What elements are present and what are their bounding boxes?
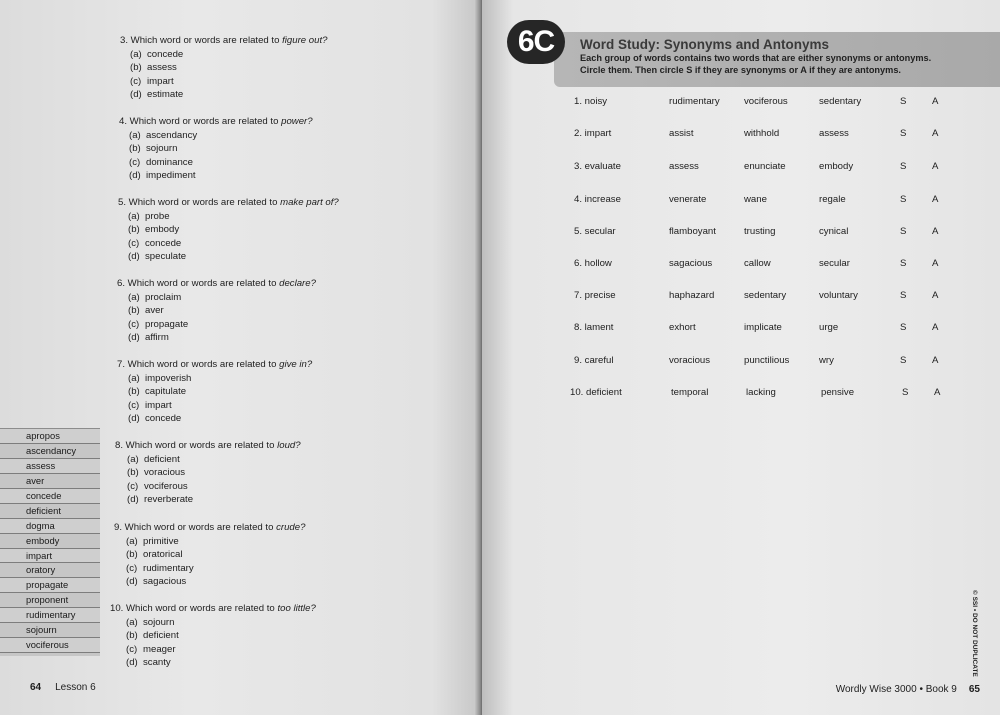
option: (a) impoverish (128, 372, 192, 384)
question-stem: 5. Which word or words are related to make part of? (118, 197, 339, 208)
question-5 (118, 196, 339, 264)
antonym-choice[interactable]: A (934, 387, 941, 398)
synonym-choice[interactable]: S (900, 290, 907, 301)
antonym-choice[interactable]: A (932, 258, 939, 269)
option: (a) primitive (126, 535, 179, 547)
option: (c) propagate (128, 318, 189, 330)
word-list-item: proponent (0, 593, 100, 608)
word-list-item: concede (0, 489, 100, 504)
option: (d) estimate (130, 89, 184, 101)
question-3 (120, 34, 327, 102)
option: (b) embody (128, 224, 180, 236)
question-stem: 10. Which word or words are related to too little? (110, 603, 316, 614)
option: (d) reverberate (127, 494, 194, 506)
option: (a) proclaim (128, 291, 182, 303)
antonym-choice[interactable]: A (932, 161, 939, 172)
option: (c) dominance (129, 156, 193, 168)
question-stem: 8. Which word or words are related to loud? (115, 440, 301, 451)
option: (a) probe (128, 210, 170, 222)
left-page (0, 0, 480, 715)
question-9 (114, 521, 305, 589)
question-stem: 3. Which word or words are related to figure out? (120, 35, 328, 46)
antonym-choice[interactable]: A (932, 96, 939, 107)
option: (d) concede (128, 413, 182, 425)
option: (c) vociferous (127, 480, 188, 492)
question-4 (119, 115, 313, 183)
option: (b) oratorical (126, 549, 183, 561)
antonym-choice[interactable]: A (932, 290, 939, 301)
synonym-choice[interactable]: S (900, 258, 907, 269)
word-list-item: dogma (0, 519, 100, 534)
option: (b) sojourn (129, 143, 178, 155)
option: (c) meager (126, 643, 176, 655)
word-list-item: deficient (0, 504, 100, 519)
option: (d) sagacious (126, 576, 187, 588)
word-list-item: aver (0, 474, 100, 489)
section-title: Word Study: Synonyms and Antonyms (580, 37, 830, 52)
section-badge: 6C (507, 20, 565, 64)
synonym-choice[interactable]: S (902, 387, 909, 398)
antonym-choice[interactable]: A (932, 355, 939, 366)
word-list-item: oratory (0, 563, 100, 578)
option: (b) aver (128, 305, 164, 317)
instructions: Each group of words contains two words that are either synonyms or antonyms. Circle them. Then circle S if they are synonyms or A if they are antonyms. (580, 53, 932, 75)
antonym-choice[interactable]: A (932, 322, 939, 333)
word-list-item: rudimentary (0, 608, 100, 623)
option: (b) assess (130, 62, 177, 74)
antonym-choice[interactable]: A (932, 226, 939, 237)
synonym-choice[interactable]: S (900, 226, 907, 237)
question-7 (117, 358, 312, 426)
question-stem: 4. Which word or words are related to power? (119, 116, 313, 127)
option: (d) scanty (126, 657, 171, 669)
option: (b) deficient (126, 630, 179, 642)
word-list-item: embody (0, 534, 100, 549)
synonym-choice[interactable]: S (900, 194, 907, 205)
antonym-choice[interactable]: A (932, 194, 939, 205)
copyright-notice: © SSI • DO NOT DUPLICATE (971, 590, 978, 677)
synonym-choice[interactable]: S (900, 322, 907, 333)
book-title: Wordly Wise 3000 • Book 9 (835, 684, 957, 695)
option: (a) sojourn (126, 616, 175, 628)
question-6 (117, 277, 316, 345)
page-number: 65 (968, 684, 980, 695)
left-page-footer (30, 682, 96, 693)
right-page-footer (836, 684, 980, 695)
word-list-item: vociferous (0, 638, 100, 653)
synonym-choice[interactable]: S (900, 355, 907, 366)
option: (a) ascendancy (129, 129, 198, 141)
question-stem: 6. Which word or words are related to declare? (117, 278, 316, 289)
option: (c) impart (128, 399, 172, 411)
word-list-item: apropos (0, 429, 100, 444)
page-number: 64 (30, 682, 42, 693)
option: (d) speculate (128, 251, 187, 263)
option: (d) affirm (128, 332, 169, 344)
word-list-item: ascendancy (0, 444, 100, 459)
option: (b) capitulate (128, 386, 187, 398)
option: (c) impart (130, 75, 174, 87)
option: (c) concede (128, 237, 182, 249)
word-list (0, 428, 100, 656)
word-list-item: propagate (0, 578, 100, 593)
antonym-choice[interactable]: A (932, 128, 939, 139)
option: (c) rudimentary (126, 562, 194, 574)
word-list-item: assess (0, 459, 100, 474)
right-page: 6C Word Study: Synonyms and Antonyms Each group of words contains two words that are either synonyms or antonyms. Circle them. Then circle S if they are synonyms or A if they are antonyms. 1. noisy rudimentary vociferous sedentary S A 2. impart assist withhold assess S A 3. evaluate assess enunciate embody S A 4. increase venerate wane regale S A 5. secular flamboyant trusting cynical S A 6. hollow sagacious callow secular S A 7. precise haphazard sedentary voluntary S A 8. lament exhort implicate urge S A 9. careful voracious punctilious wry S A 10. deficient temporal lacking pensive S A © SSI • DO NOT DUPLICATE Wordly Wise 3000 • Book 9 65 (482, 0, 1000, 715)
question-10 (110, 602, 316, 670)
question-8 (115, 439, 301, 507)
question-stem: 7. Which word or words are related to give in? (117, 359, 313, 370)
word-list-item: sojourn (0, 623, 100, 638)
option: (b) voracious (127, 467, 186, 479)
option: (d) impediment (129, 170, 196, 182)
synonym-choice[interactable]: S (900, 161, 907, 172)
synonym-choice[interactable]: S (900, 128, 907, 139)
option: (a) concede (130, 48, 184, 60)
question-stem: 9. Which word or words are related to crude? (114, 522, 306, 533)
option: (a) deficient (127, 453, 180, 465)
synonym-choice[interactable]: S (900, 96, 907, 107)
word-list-item: impart (0, 549, 100, 564)
lesson-label: Lesson 6 (55, 682, 96, 693)
